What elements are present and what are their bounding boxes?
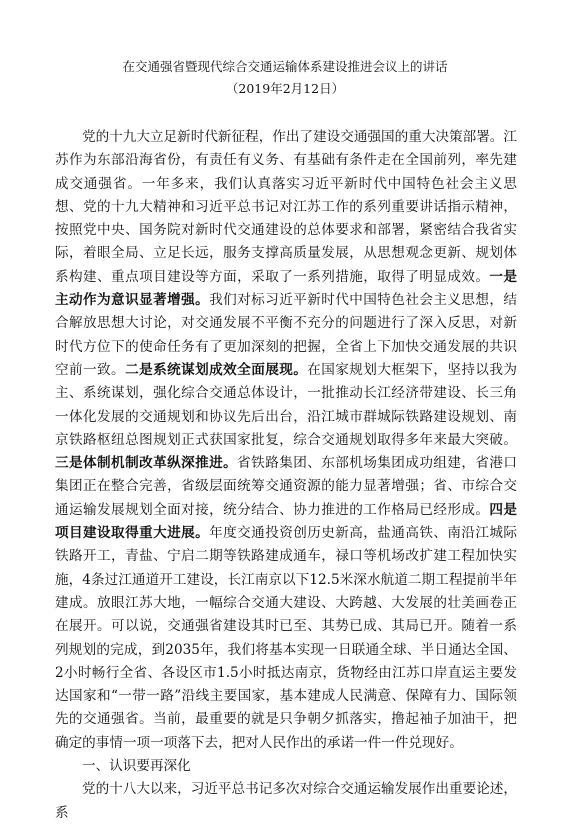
section-heading: 一、认识要再深化 <box>82 758 191 775</box>
speech-body <box>55 126 517 825</box>
paragraph-text: 党的十九大立足新时代新征程，作出了建设交通强国的重大决策部署。江苏作为东部沿海省份，有责任有义务、有基础有条件走在全国前列，率先建成交通强省。一年多来，我们认真落实习近平新时代中国特色社会主义思想、党的十九大精神和习近平总书记对江苏工作的系列重要讲话指示精神，按照党中央、国务院对新时代交通建设的总体要求和部署，紧密结合我省实际，着眼全局、立足长远，服务支撑高质量发展，从思想观念更新、规划体系构建、重点项目建设等方面，采取了一系列措施，取得了明显成效。 <box>55 129 517 285</box>
body-paragraph <box>55 126 517 755</box>
closing-paragraph: 党的十八大以来，习近平总书记多次对综合交通运输发展作出重要论述，系 <box>55 781 517 821</box>
bold-point-3: 三是体制机制改革纵深推进。 <box>55 455 238 472</box>
speech-date: （2019年2月12日） <box>225 81 345 96</box>
paragraph-text: 在国家规划大框架下，坚持以我为主、系统谋划，强化综合交通总体设计，一批推动长江经济带建设、长三角一体化发展的交通规划和协议先后出台，沿江城市群城际铁路建设规划、南京铁路枢纽总图规划正式获国家批复，综合交通规划取得多年来最大突破。 <box>55 361 518 448</box>
paragraph-text: 省铁路集团、东部机场集团成功组建，省港口集团正在整合完善，省级层面统筹交通资源的能力显著增强；省、市综合交通运输发展规划全面对接，统分结合、协力推进的工作格局已经形成。 <box>55 455 518 518</box>
bold-point-4: 四是项目建设取得重大进展。 <box>55 501 518 542</box>
paragraph-text: 我们对标习近平新时代中国特色社会主义思想，结合解放思想大讨论，对交通发展不平衡不充分的问题进行了深入反思，对新时代方位下的使命任务有了更加深刻的把握，全省上下加快交通发展的共识空前一致。 <box>55 292 517 378</box>
speech-title: 在交通强省暨现代综合交通运输体系建设推进会议上的讲话 <box>122 59 448 74</box>
bold-point-1: 一是主动作为意识显著增强。 <box>55 268 518 309</box>
paragraph-text: 年度交通投资创历史新高，盐通高铁、南沿江城际铁路开工，青盐、宁启二期等铁路建成通车，禄口等机场改扩建工程加快实施，4条过江通道开工建设，长江南京以下12.5米深水航道二期工程提前半年建成。放眼江苏大地，一幅综合交通大建设、大跨越、大发展的壮美画卷正在展开。可以说，交通强省建设其时已至、其势已成、其局已开。随着一系列规划的完成，到2035年，我们将基本实现一日联通全球、半日通达全国、2小时畅行全省、各设区市1.5小时抵达南京，货物经由江苏口岸直运主要发达国家和“一带一路”沿线主要国家，基本建成人民满意、保障有力、国际领先的交通强省。当前，最重要的就是只争朝夕抓落实，撸起袖子加油干，把确定的事情一项一项落下去，把对人民作出的承诺一件一件兑现好。 <box>55 525 517 751</box>
bold-point-2: 二是系统谋划成效全面展现。 <box>125 361 308 378</box>
